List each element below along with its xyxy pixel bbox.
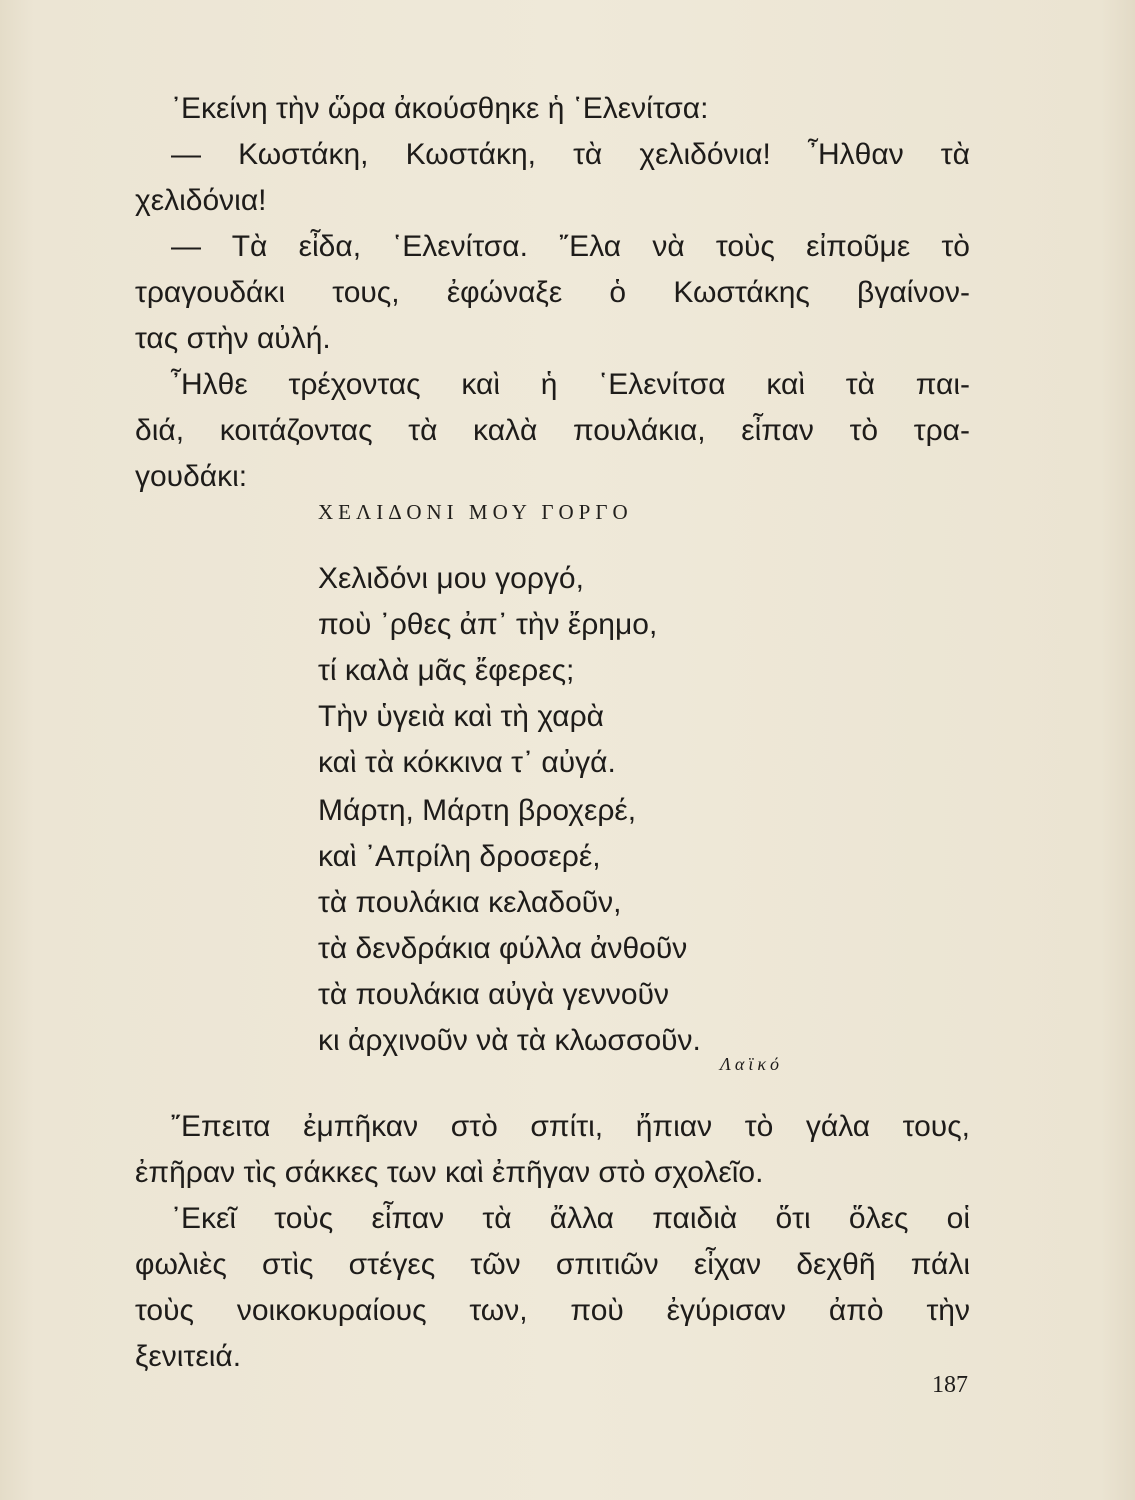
poem-attribution: Λαϊκό	[720, 1054, 783, 1074]
verse-line: ποὺ ᾿ρθες ἀπ᾿ τὴν ἔρημο,	[318, 608, 658, 641]
text-line: χελιδόνια!	[135, 184, 267, 217]
paragraph-3	[135, 224, 970, 362]
verse-line: κι ἀρχινοῦν νὰ τὰ κλωσσοῦν.	[318, 1024, 701, 1057]
paragraph-2	[135, 132, 970, 224]
text-line: ῎Επειτα ἐμπῆκαν στὸ σπίτι, ἤπιαν τὸ γάλα τους,	[171, 1110, 970, 1143]
text-line: — Κωστάκη, Κωστάκη, τὰ χελιδόνια! ῏Ηλθαν τὰ	[171, 138, 970, 171]
paragraph-1	[135, 86, 970, 132]
text-line: γουδάκι:	[135, 460, 248, 493]
verse-line: καὶ ᾿Απρίλη δροσερέ,	[318, 840, 601, 873]
verse-line: τί καλὰ μᾶς ἔφερες;	[318, 654, 575, 687]
poem-stanza-2	[318, 788, 701, 1064]
text-line: διά, κοιτάζοντας τὰ καλὰ πουλάκια, εἶπαν τὸ τρα-	[135, 414, 970, 447]
poem-stanza-1	[318, 556, 657, 786]
verse-line: καὶ τὰ κόκκινα τ᾿ αὐγά.	[318, 746, 616, 779]
text-line: ῏Ηλθε τρέχοντας καὶ ἡ ῾Ελενίτσα καὶ τὰ παι-	[171, 368, 970, 401]
verse-line: Μάρτη, Μάρτη βροχερέ,	[318, 794, 637, 827]
text-line: τας στὴν αὐλή.	[135, 322, 331, 355]
paragraph-6	[135, 1196, 970, 1380]
text-line: ᾿Εκεῖ τοὺς εἶπαν τὰ ἄλλα παιδιὰ ὅτι ὅλες οἱ	[171, 1202, 970, 1235]
paragraph-4	[135, 362, 970, 500]
verse-line: Χελιδόνι μου γοργό,	[318, 562, 584, 595]
paragraph-5	[135, 1104, 970, 1196]
verse-line: τὰ πουλάκια κελαδοῦν,	[318, 886, 622, 919]
text-line: τραγουδάκι τους, ἐφώναξε ὁ Κωστάκης βγαίνον-	[135, 276, 970, 309]
text-line: ἐπῆραν τὶς σάκκες των καὶ ἐπῆγαν στὸ σχολεῖο.	[135, 1156, 764, 1189]
text-line: — Τὰ εἶδα, ῾Ελενίτσα. ῎Ελα νὰ τοὺς εἰποῦμε τὸ	[171, 230, 970, 263]
page-number: 187	[932, 1372, 968, 1398]
text-line: τοὺς νοικοκυραίους των, ποὺ ἐγύρισαν ἀπὸ τὴν	[135, 1294, 970, 1327]
text-line: ξενιτειά.	[135, 1340, 242, 1373]
verse-line: Τὴν ὑγειὰ καὶ τὴ χαρὰ	[318, 700, 605, 733]
text-line: φωλιὲς στὶς στέγες τῶν σπιτιῶν εἶχαν δεχθῆ πάλι	[135, 1248, 970, 1281]
text-line: ᾿Εκείνη τὴν ὥρα ἀκούσθηκε ἡ ῾Ελενίτσα:	[171, 92, 709, 125]
verse-line: τὰ πουλάκια αὐγὰ γεννοῦν	[318, 978, 670, 1011]
poem-title: ΧΕΛΙΔΟΝΙ ΜΟΥ ΓΟΡΓΟ	[318, 500, 633, 524]
verse-line: τὰ δενδράκια φύλλα ἀνθοῦν	[318, 932, 688, 965]
